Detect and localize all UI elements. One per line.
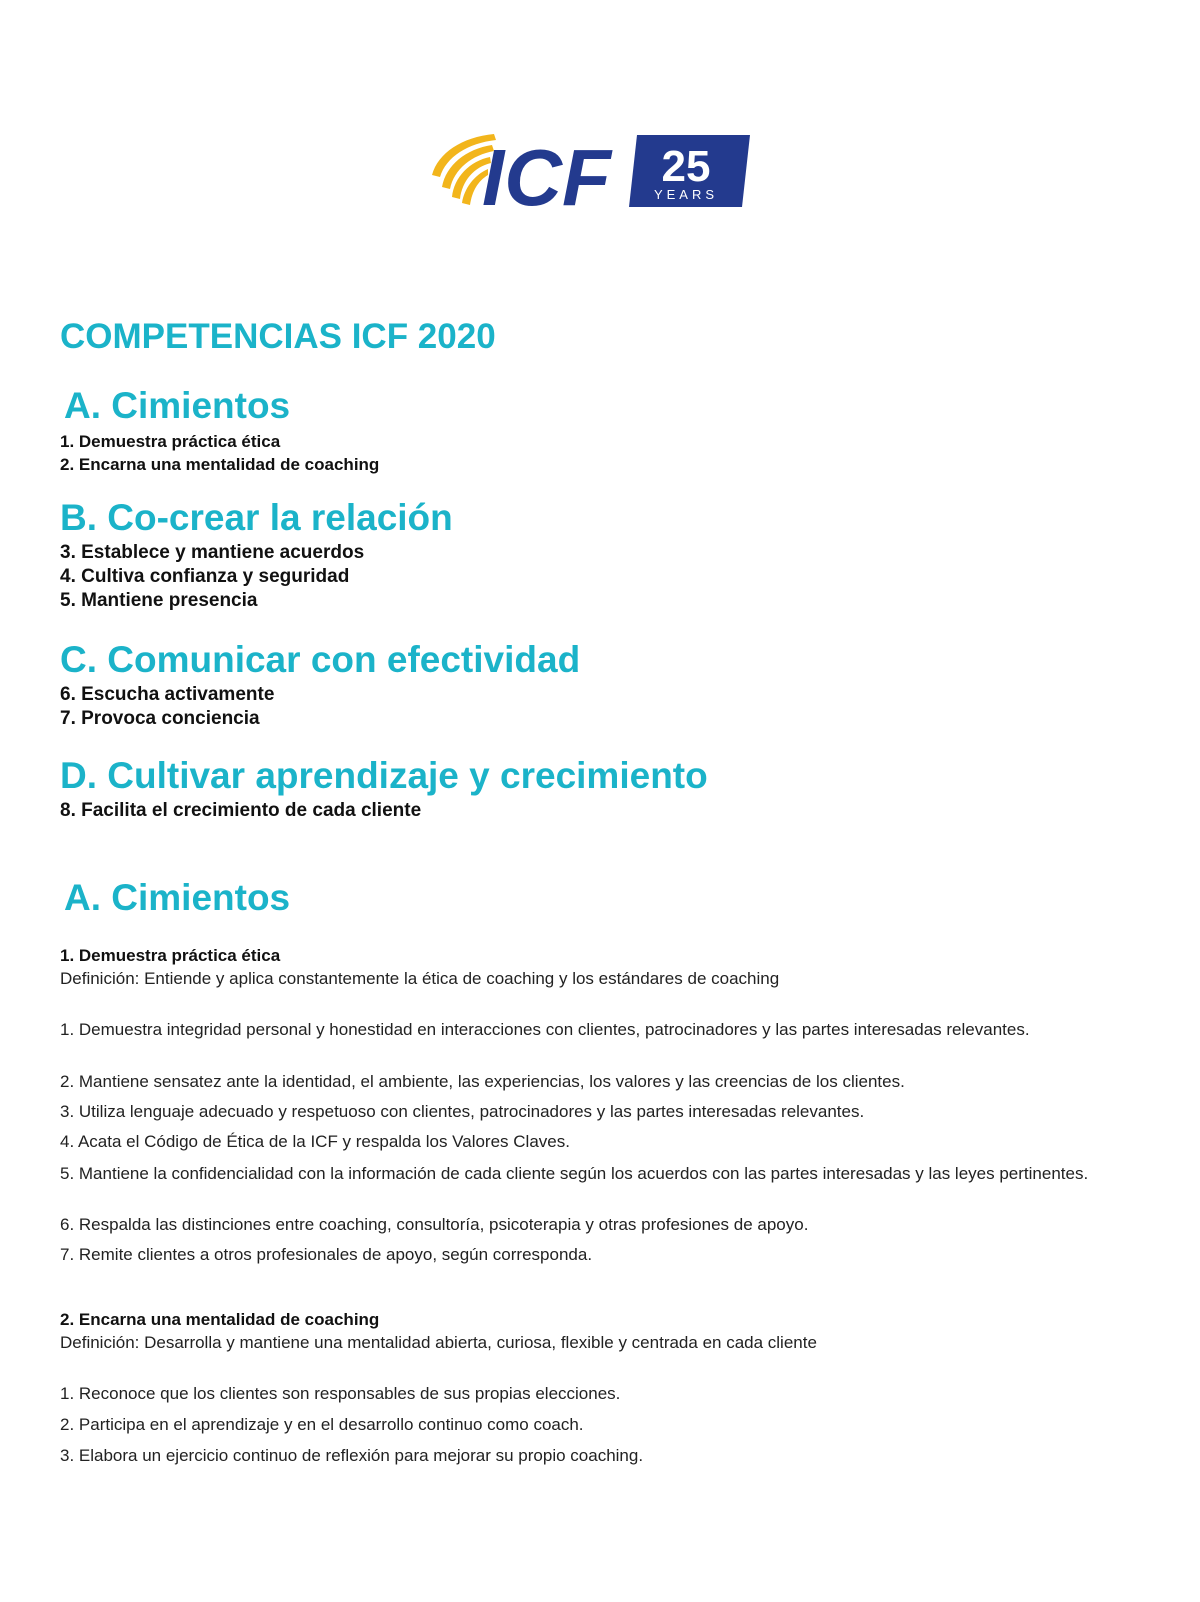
competency-definition: Definición: Entiende y aplica constantemente la ética de coaching y los estándares de coaching bbox=[60, 969, 780, 988]
overview-heading-a: A. Cimientos bbox=[64, 385, 291, 426]
competency-point: 3. Elabora un ejercicio continuo de reflexión para mejorar su propio coaching. bbox=[60, 1446, 644, 1465]
competency-point: 3. Utiliza lenguaje adecuado y respetuoso con clientes, patrocinadores y las partes interesadas relevantes. bbox=[60, 1102, 865, 1121]
overview-heading-b: B. Co-crear la relación bbox=[60, 497, 453, 538]
detail-heading: A. Cimientos bbox=[64, 877, 291, 918]
competency-point: 7. Remite clientes a otros profesionales de apoyo, según corresponda. bbox=[60, 1245, 593, 1264]
logo-brand-text: ICF bbox=[482, 133, 611, 213]
competency-point: 1. Demuestra integridad personal y honestidad en interacciones con clientes, patrocinadores y las partes interesadas relevantes. bbox=[60, 1020, 1030, 1039]
page-title: COMPETENCIAS ICF 2020 bbox=[60, 317, 496, 356]
competency-definition: Definición: Desarrolla y mantiene una mentalidad abierta, curiosa, flexible y centrada en cada cliente bbox=[60, 1333, 817, 1352]
overview-item: 8. Facilita el crecimiento de cada cliente bbox=[60, 800, 422, 821]
competency-point: 6. Respalda las distinciones entre coaching, consultoría, psicoterapia y otras profesiones de apoyo. bbox=[60, 1215, 809, 1234]
competency-point: 1. Reconoce que los clientes son responsables de sus propias elecciones. bbox=[60, 1384, 621, 1403]
overview-item: 4. Cultiva confianza y seguridad bbox=[60, 566, 350, 587]
icf-25-years-logo bbox=[432, 131, 772, 213]
overview-heading-c: C. Comunicar con efectividad bbox=[60, 639, 581, 680]
competency-point: 5. Mantiene la confidencialidad con la información de cada cliente según los acuerdos con las partes interesadas y las leyes pertinentes. bbox=[60, 1164, 1089, 1183]
competency-point: 2. Mantiene sensatez ante la identidad, el ambiente, las experiencias, los valores y las creencias de los clientes. bbox=[60, 1072, 905, 1091]
overview-item: 6. Escucha activamente bbox=[60, 684, 275, 705]
overview-item: 3. Establece y mantiene acuerdos bbox=[60, 542, 365, 563]
overview-heading-d: D. Cultivar aprendizaje y crecimiento bbox=[60, 755, 708, 796]
logo-anniversary-label: YEARS bbox=[653, 187, 719, 202]
overview-item: 2. Encarna una mentalidad de coaching bbox=[60, 455, 380, 474]
competency-title: 1. Demuestra práctica ética bbox=[60, 946, 281, 965]
competency-point: 2. Participa en el aprendizaje y en el desarrollo continuo como coach. bbox=[60, 1415, 584, 1434]
overview-item: 7. Provoca conciencia bbox=[60, 708, 260, 729]
competency-point: 4. Acata el Código de Ética de la ICF y respalda los Valores Claves. bbox=[60, 1132, 570, 1151]
overview-item: 1. Demuestra práctica ética bbox=[60, 432, 281, 451]
competency-title: 2. Encarna una mentalidad de coaching bbox=[60, 1310, 380, 1329]
overview-item: 5. Mantiene presencia bbox=[60, 590, 258, 611]
logo-anniversary-number: 25 bbox=[661, 142, 711, 191]
